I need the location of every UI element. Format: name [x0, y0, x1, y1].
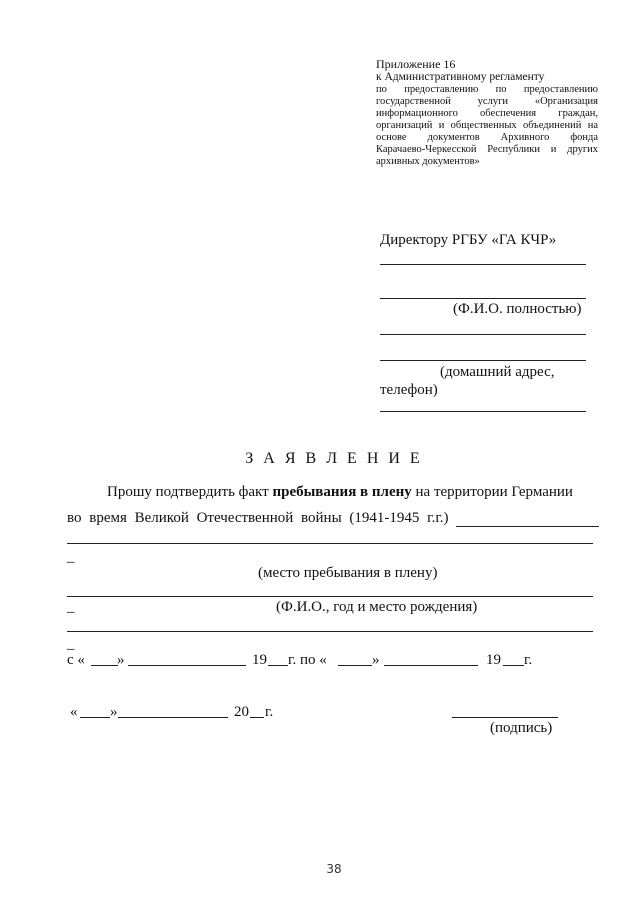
appendix-line: основе документов Архивного фонда — [376, 132, 598, 143]
addressee-line-2[interactable] — [380, 298, 586, 299]
director-label: Директору РГБУ «ГА КЧР» — [380, 232, 557, 248]
to-quote-close: » — [372, 652, 380, 668]
fio-hint: (Ф.И.О. полностью) — [453, 301, 582, 317]
appendix-line: информационного обеспечения граждан, — [376, 108, 598, 119]
addressee-line-4[interactable] — [380, 360, 586, 361]
date-day-line[interactable] — [80, 717, 110, 718]
statement-para-1 — [107, 484, 573, 501]
addressee-line-3[interactable] — [380, 334, 586, 335]
date-quote-close: » — [110, 704, 118, 720]
to-day-line[interactable] — [338, 665, 372, 666]
para1-start: Прошу подтвердить факт — [107, 484, 273, 500]
to-year-19: 19 — [486, 652, 501, 668]
appendix-line: по предоставлению по предоставлению — [376, 84, 598, 95]
person-line[interactable] — [67, 631, 593, 632]
person-hint: (Ф.И.О., год и место рождения) — [276, 599, 478, 615]
from-month-line[interactable] — [128, 665, 246, 666]
appendix-title: Приложение 16 — [376, 57, 456, 71]
war-line-tail[interactable] — [456, 526, 599, 527]
from-quote-close: » — [117, 652, 125, 668]
to-month-line[interactable] — [384, 665, 478, 666]
statement-title: З А Я В Л Е Н И Е — [245, 450, 423, 467]
address-hint-2: телефон) — [380, 382, 438, 398]
to-year-line[interactable] — [503, 665, 524, 666]
statement-para-2: во время Великой Отечественной войны (1941-1945 г.г.) — [67, 510, 449, 526]
place-dash: _ — [67, 549, 75, 565]
para1-bold: пребывания в плену — [272, 484, 412, 500]
place-hint: (место пребывания в плену) — [258, 565, 438, 581]
from-day-line[interactable] — [91, 665, 118, 666]
addressee-line-1[interactable] — [380, 264, 586, 265]
appendix-line: Карачаево-Черкесской Республики и других — [376, 144, 598, 155]
addressee-line-5[interactable] — [380, 411, 586, 412]
address-hint-1: (домашний адрес, — [440, 364, 555, 380]
signature-hint: (подпись) — [490, 720, 553, 736]
to-year-suffix: г. — [524, 652, 533, 668]
appendix-block — [376, 57, 598, 168]
from-year-19: 19 — [252, 652, 267, 668]
date-quote-open: « — [70, 704, 78, 720]
appendix-line: организаций и общественных объединений на — [376, 120, 598, 131]
page-number: 38 — [326, 862, 342, 876]
signature-line[interactable] — [452, 717, 558, 718]
appendix-line: архивных документов» — [376, 156, 480, 167]
date-year-suffix: г. — [265, 704, 274, 720]
from-prefix: с « — [67, 652, 85, 668]
from-year-line[interactable] — [268, 665, 288, 666]
person-dash: _ — [67, 599, 75, 615]
para1-end: на территории Германии — [411, 484, 573, 500]
date-year-20: 20 — [234, 704, 249, 720]
place-line-1[interactable] — [67, 543, 593, 544]
from-year-suffix: г. по « — [288, 652, 327, 668]
period-dash: _ — [67, 636, 75, 652]
date-month-line[interactable] — [118, 717, 228, 718]
appendix-line: к Административному регламенту — [376, 71, 545, 83]
appendix-line: государственной услуги «Организация — [376, 96, 598, 107]
date-year-line[interactable] — [250, 717, 264, 718]
place-line-2[interactable] — [67, 596, 593, 597]
